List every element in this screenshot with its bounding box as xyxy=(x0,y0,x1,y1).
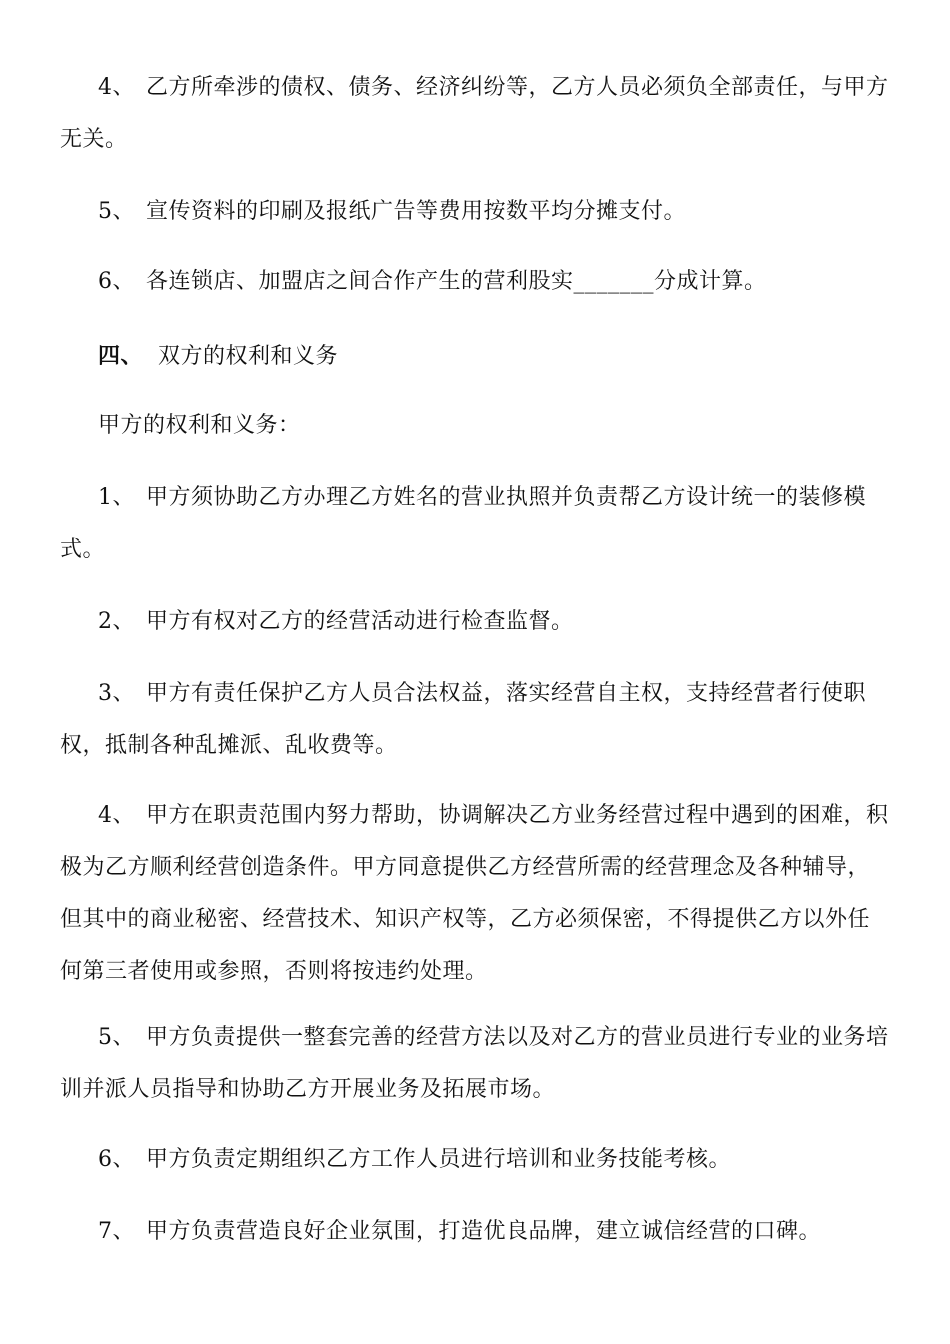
clause-3-4 xyxy=(60,62,892,166)
clause-4-6 xyxy=(60,1134,892,1186)
clause-number: 7、 xyxy=(98,1219,135,1244)
clause-number: 6、 xyxy=(98,269,135,294)
clause-text: 甲方负责定期组织乙方工作人员进行培训和业务技能考核。 xyxy=(146,1147,732,1172)
clause-number: 1、 xyxy=(98,485,135,510)
clause-number: 4、 xyxy=(98,803,135,828)
clause-text: 甲方负责营造良好企业氛围，打造优良品牌，建立诚信经营的口碑。 xyxy=(146,1219,822,1244)
clause-4-4 xyxy=(60,790,892,998)
clause-text: 甲方在职责范围内努力帮助，协调解决乙方业务经营过程中遇到的困难，积极为乙方顺利经营创造条件。甲方同意提供乙方经营所需的经营理念及各种辅导，但其中的商业秘密、经营技术、知识产权等，乙方必须保密，不得提供乙方以外任何第三者使用或参照，否则将按违约处理。 xyxy=(60,803,889,984)
clause-text: 甲方有责任保护乙方人员合法权益，落实经营自主权，支持经营者行使职权，抵制各种乱摊派、乱收费等。 xyxy=(60,681,867,758)
clause-number: 5、 xyxy=(98,199,135,224)
clause-4-7 xyxy=(60,1206,892,1258)
section-number: 四、 xyxy=(98,343,144,369)
clause-number: 3、 xyxy=(98,681,135,706)
clause-4-2 xyxy=(60,596,892,648)
section-title: 双方的权利和义务 xyxy=(158,344,339,369)
clause-4-3 xyxy=(60,668,892,772)
clause-text: 甲方有权对乙方的经营活动进行检查监督。 xyxy=(146,609,574,634)
clause-4-5 xyxy=(60,1012,892,1116)
clause-number: 5、 xyxy=(98,1025,135,1050)
clause-text: 各连锁店、加盟店之间合作产生的营利股实 xyxy=(146,269,574,294)
section-4-heading xyxy=(60,330,892,383)
party-a-subheading: 甲方的权利和义务： xyxy=(98,413,301,438)
clause-4-1 xyxy=(60,472,892,576)
clause-text: 乙方所牵涉的债权、债务、经济纠纷等，乙方人员必须负全部责任，与甲方无关。 xyxy=(60,75,889,152)
clause-number: 6、 xyxy=(98,1147,135,1172)
clause-3-6 xyxy=(60,256,892,308)
clause-number: 4、 xyxy=(98,75,135,100)
fill-in-blank: _______ xyxy=(573,269,655,294)
clause-text-end: 分成计算。 xyxy=(654,269,767,294)
clause-3-5 xyxy=(60,186,892,238)
clause-text: 甲方负责提供一整套完善的经营方法以及对乙方的营业员进行专业的业务培训并派人员指导和协助乙方开展业务及拓展市场。 xyxy=(60,1025,889,1102)
clause-text: 甲方须协助乙方办理乙方姓名的营业执照并负责帮乙方设计统一的装修模式。 xyxy=(60,485,867,562)
clause-text: 宣传资料的印刷及报纸广告等费用按数平均分摊支付。 xyxy=(146,199,687,224)
clause-number: 2、 xyxy=(98,609,135,634)
